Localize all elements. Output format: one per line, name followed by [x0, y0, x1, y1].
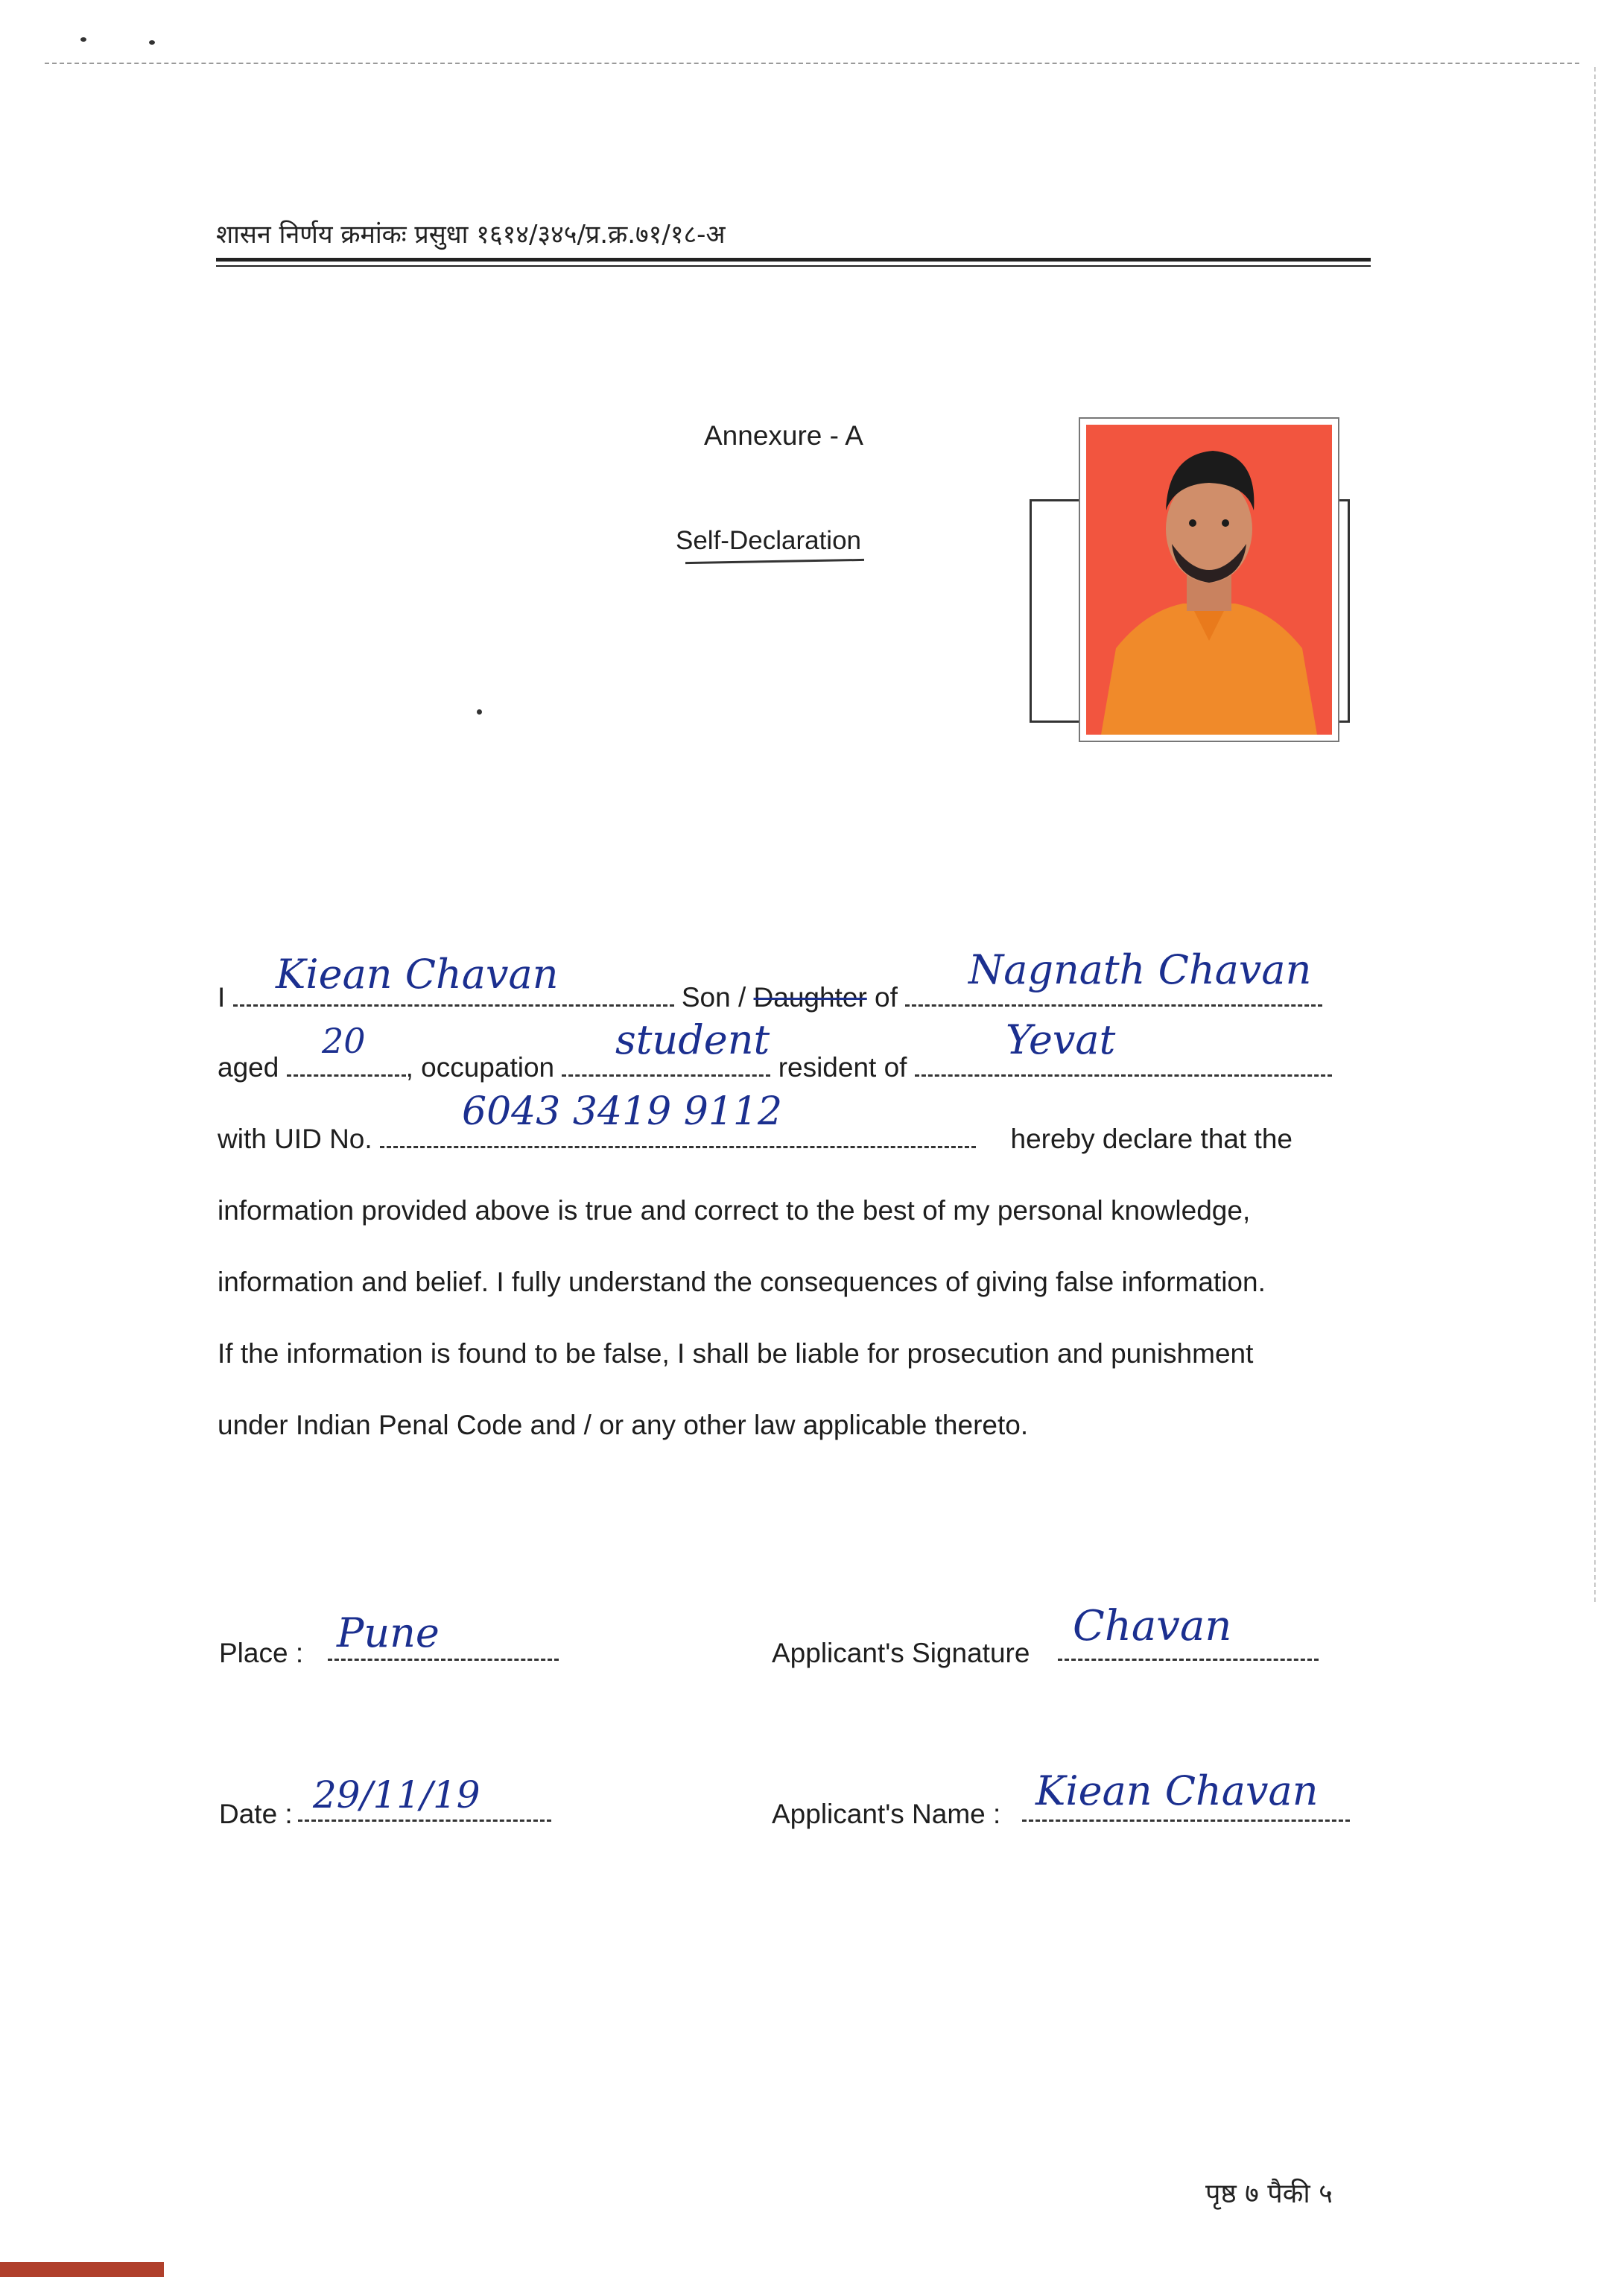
pronoun-i: I [218, 982, 226, 1013]
self-declaration-heading: Self-Declaration [676, 526, 861, 555]
applicant-signature: Chavan [1073, 1602, 1232, 1650]
occupation-label: , occupation [405, 1052, 555, 1083]
heading-underline [685, 559, 864, 564]
handwritten-residence: Yevat [1006, 1016, 1116, 1063]
scan-speck [80, 37, 86, 42]
header-rule [216, 258, 1371, 262]
handwritten-date: 29/11/19 [313, 1773, 480, 1817]
handwritten-name-footer: Kiean Chavan [1035, 1767, 1319, 1814]
declaration-paragraph-line: information and belief. I fully understand the consequences of giving false information. [218, 1267, 1266, 1297]
page-number: पृष्ठ ७ पैकी ५ [1205, 2179, 1333, 2209]
declaration-line-age [218, 1052, 1332, 1083]
handwritten-father-name: Nagnath Chavan [968, 946, 1312, 993]
page-right-edge [1594, 67, 1596, 1602]
daughter-label-struck: Daughter [753, 982, 867, 1013]
declaration-paragraph-line: under Indian Penal Code and / or any other law applicable thereto. [218, 1410, 1029, 1440]
place-label: Place : [219, 1638, 304, 1668]
handwritten-age: 20 [322, 1021, 366, 1061]
name-blank [1022, 1820, 1350, 1822]
annexure-title: Annexure - A [704, 420, 863, 451]
residence-blank [915, 1052, 1332, 1077]
scan-edge-strip [0, 2262, 164, 2277]
handwritten-place: Pune [337, 1609, 440, 1656]
declare-label: hereby declare that the [1010, 1124, 1292, 1154]
scan-speck [149, 40, 155, 45]
date-label: Date : [219, 1799, 293, 1829]
name-label: Applicant's Name : [772, 1799, 1001, 1829]
handwritten-uid: 6043 3419 9112 [462, 1089, 783, 1134]
page-top-edge [45, 63, 1579, 64]
son-label: Son / [681, 982, 754, 1013]
gr-reference: शासन निर्णय क्रमांकः प्रसुधा १६१४/३४५/प्र.क्र.७१/१८-अ [216, 220, 726, 250]
signature-blank [1058, 1659, 1319, 1661]
date-blank [298, 1820, 551, 1822]
resident-label: resident of [778, 1052, 907, 1083]
uid-label: with UID No. [218, 1124, 372, 1154]
signature-label: Applicant's Signature [772, 1638, 1030, 1668]
scan-speck [477, 709, 482, 715]
header-rule-thin [216, 265, 1371, 267]
handwritten-occupation: student [615, 1016, 770, 1063]
applicant-photo-icon [1080, 419, 1338, 741]
of-label: of [866, 982, 898, 1013]
declaration-paragraph-line: If the information is found to be false, I shall be liable for prosecution and punishment [218, 1338, 1254, 1369]
handwritten-applicant-name: Kiean Chavan [276, 951, 559, 998]
aged-label: aged [218, 1052, 279, 1083]
declaration-paragraph-line: information provided above is true and correct to the best of my personal knowledge, [218, 1195, 1251, 1226]
place-blank [328, 1659, 559, 1661]
